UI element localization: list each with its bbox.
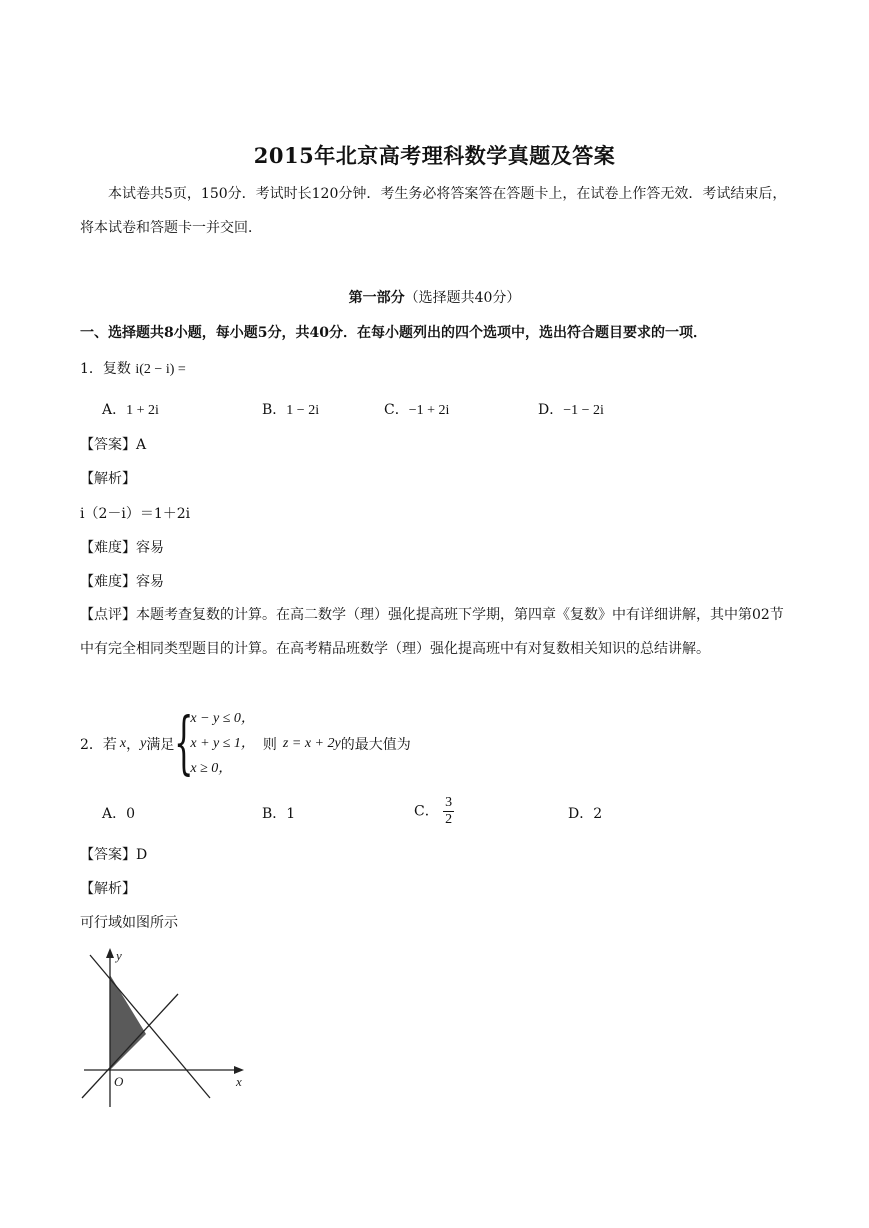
q1-analysis: i（2－i）＝1＋2i [80,506,191,522]
option-label: D． [538,402,564,418]
separator: ， [126,736,141,753]
q1-comment: 【点评】本题考查复数的计算。在高二数学（理）强化提高班下学期，第四章《复数》中有详细讲解，其中第02节中有完全相同类型题目的计算。在高考精品班数学（理）强化提高班中有对复数相关知识的总结讲解。 [80,607,784,657]
option-value: −1 − 2i [563,403,604,418]
question-2 [80,703,411,783]
document-title: 2015年北京高考理科数学真题及答案 [253,143,616,168]
objective-function: z = x + 2y [282,735,341,751]
line-x-plus-y-eq-1 [90,955,210,1098]
y-axis-label: y [116,948,122,963]
question-2-prefix: 2．若 [80,736,117,753]
denominator: 2 [445,812,453,827]
option-label: C． [384,402,409,418]
feasible-region [110,975,146,1070]
question-1 [80,358,186,378]
origin-label: O [114,1074,124,1089]
fraction-three-halves [443,795,454,828]
left-brace: { [174,703,194,783]
constraint-system [190,706,255,781]
question-1-expression: i(2 − i) = [135,362,186,377]
feasible-region-caption: 可行域如图所示 [80,915,178,931]
question-1-prefix: 1．复数 [80,361,131,377]
q2-option-c [414,795,454,828]
option-value: −1 + 2i [408,403,450,418]
q1-option-b [262,399,319,419]
option-label: C． [414,803,439,820]
option-value: 1 − 2i [286,403,320,418]
var-x: x [119,735,127,751]
constraint-1: x − y ≤ 0， [190,711,255,726]
part-one-label: 第一部分 [348,290,405,306]
q1-option-a [102,399,159,419]
y-axis-arrow [106,948,114,958]
option-label: B． [262,402,287,418]
max-text: 的最大值为 [340,736,411,753]
part-one-note: （选择题共40分） [404,290,521,306]
q2-option-d: D．2 [568,806,603,822]
feasible-region-figure [70,942,260,1117]
q1-answer: 【答案】A [80,437,147,453]
q1-difficulty-repeat: 【难度】容易 [80,574,164,590]
x-axis-label: x [236,1074,242,1089]
q2-option-b: B．1 [262,806,296,822]
constraint-3: x ≥ 0， [190,761,233,776]
q2-answer: 【答案】D [80,847,148,863]
numerator: 3 [445,795,453,810]
var-y: y [140,735,147,751]
q1-option-c [384,399,449,419]
x-axis-arrow [234,1066,244,1074]
q1-difficulty: 【难度】容易 [80,540,164,556]
satisfy-text: 满足 [146,736,175,753]
q2-option-a: A．0 [102,806,136,822]
section-heading: 一、选择题共8小题，每小题5分，共40分．在每小题列出的四个选项中，选出符合题目要求的一项． [80,325,707,341]
option-label: A． [102,402,127,418]
exam-instructions: 本试卷共5页，150分．考试时长120分钟．考生务必将答案答在答题卡上，在试卷上作答无效．考试结束后，将本试卷和答题卡一并交回． [80,186,787,236]
part-one-header [0,287,869,307]
option-value: 1 + 2i [126,403,159,418]
q2-analysis-label: 【解析】 [80,881,136,897]
q1-analysis-label: 【解析】 [80,471,136,487]
then-text: 则 [262,736,277,753]
q1-option-d [538,399,604,419]
constraint-2: x + y ≤ 1， [190,736,255,751]
